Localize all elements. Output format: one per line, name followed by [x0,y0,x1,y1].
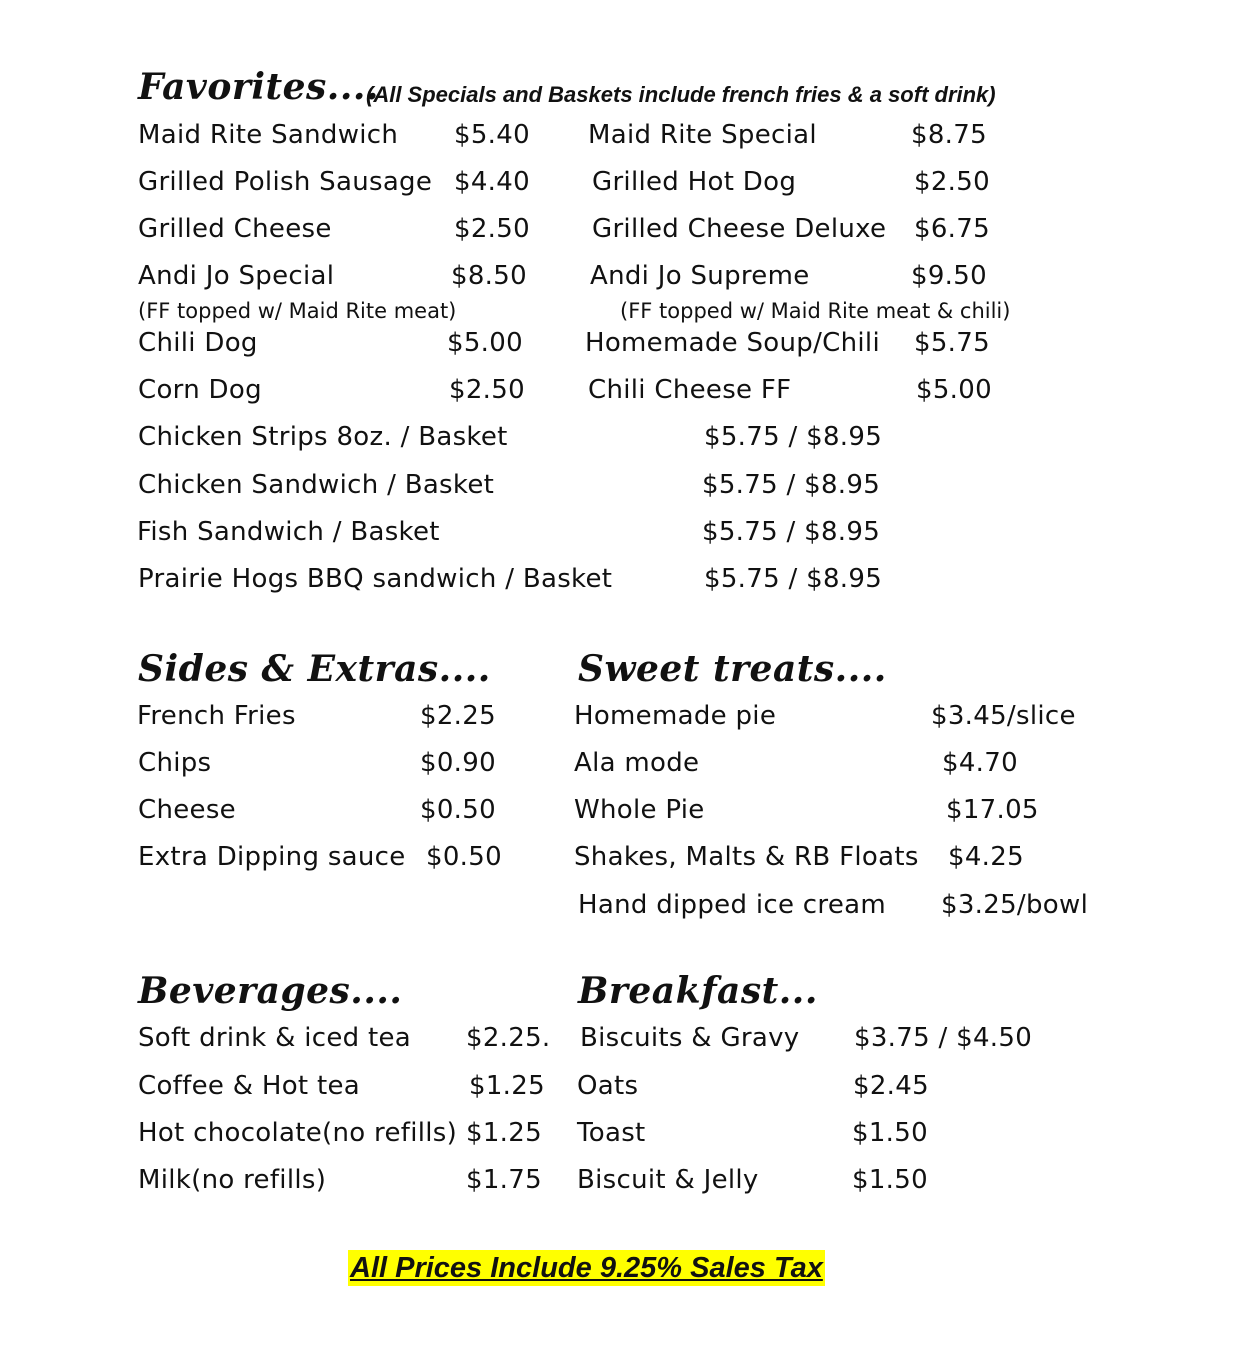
menu-item-note: (FF topped w/ Maid Rite meat) [138,299,457,323]
menu-item-name: Homemade pie [574,701,777,731]
menu-item-name: Prairie Hogs BBQ sandwich / Basket [138,564,613,594]
menu-item-price: $2.45 [853,1071,929,1101]
menu-item-price: $1.25 [469,1071,545,1101]
menu-item-name: Andi Jo Supreme [590,261,810,291]
menu-item-price: $1.75 [466,1165,542,1195]
menu-item-price: $2.50 [454,214,530,244]
favorites-note: (All Specials and Baskets include french fries & a soft drink) [366,82,996,107]
menu-item-name: Corn Dog [138,375,262,405]
sales-tax-note: All Prices Include 9.25% Sales Tax [350,1252,823,1284]
menu-item-name: Andi Jo Special [138,261,335,291]
menu-item-price: $3.75 / $4.50 [854,1023,1033,1053]
menu-item-price: $5.00 [916,375,992,405]
menu-item-name: French Fries [137,701,296,731]
menu-item-price: $5.75 / $8.95 [704,564,883,594]
menu-item-name: Toast [577,1118,646,1148]
sides-heading: Sides & Extras.... [138,648,491,690]
beverages-heading: Beverages.... [138,970,403,1012]
menu-item-price: $2.25 [420,701,496,731]
menu-item-name: Grilled Cheese [138,214,332,244]
menu-item-name: Oats [577,1071,639,1101]
menu-item-name: Shakes, Malts & RB Floats [574,842,919,872]
menu-item-name: Extra Dipping sauce [138,842,406,872]
favorites-heading: Favorites.... [138,66,379,108]
menu-item-name: Grilled Cheese Deluxe [592,214,887,244]
menu-item-name: Hot chocolate(no refills) [138,1118,458,1148]
breakfast-heading: Breakfast... [578,970,818,1012]
menu-item-price: $5.75 / $8.95 [704,422,883,452]
menu-item-price: $9.50 [911,261,987,291]
menu-item-price: $1.25 [466,1118,542,1148]
menu-item-name: Chips [138,748,212,778]
menu-item-name: Hand dipped ice cream [578,890,886,920]
menu-item-name: Soft drink & iced tea [138,1023,412,1053]
menu-item-name: Maid Rite Sandwich [138,120,399,150]
menu-item-name: Chicken Strips 8oz. / Basket [138,422,508,452]
menu-item-note: (FF topped w/ Maid Rite meat & chili) [620,299,1011,323]
menu-item-price: $17.05 [946,795,1039,825]
menu-item-price: $5.40 [454,120,530,150]
menu-item-name: Cheese [138,795,236,825]
menu-item-price: $8.75 [911,120,987,150]
menu-item-name: Coffee & Hot tea [138,1071,361,1101]
menu-item-price: $0.50 [420,795,496,825]
menu-item-name: Whole Pie [574,795,705,825]
menu-item-price: $6.75 [914,214,990,244]
menu-item-name: Chicken Sandwich / Basket [138,470,495,500]
sweets-heading: Sweet treats.... [578,648,887,690]
menu-item-price: $5.75 / $8.95 [702,517,881,547]
menu-item-name: Ala mode [574,748,700,778]
menu-item-price: $1.50 [852,1118,928,1148]
menu-item-price: $3.45/slice [931,701,1076,731]
menu-item-price: $4.40 [454,167,530,197]
menu-item-name: Homemade Soup/Chili [585,328,880,358]
menu-item-price: $5.75 / $8.95 [702,470,881,500]
menu-item-name: Biscuits & Gravy [580,1023,800,1053]
menu-item-price: $4.70 [942,748,1018,778]
menu-item-name: Biscuit & Jelly [577,1165,759,1195]
menu-item-name: Chili Dog [138,328,258,358]
menu-item-name: Grilled Hot Dog [592,167,797,197]
menu-item-price: $1.50 [852,1165,928,1195]
menu-item-name: Chili Cheese FF [588,375,792,405]
menu-item-price: $3.25/bowl [941,890,1089,920]
menu-item-price: $5.75 [914,328,990,358]
menu-item-name: Grilled Polish Sausage [138,167,433,197]
menu-item-price: $2.50 [914,167,990,197]
menu-item-price: $0.90 [420,748,496,778]
menu-item-name: Maid Rite Special [588,120,817,150]
menu-item-price: $2.50 [449,375,525,405]
menu-item-price: $5.00 [447,328,523,358]
menu-item-price: $0.50 [426,842,502,872]
menu-item-price: $2.25. [466,1023,551,1053]
menu-item-price: $4.25 [948,842,1024,872]
menu-item-price: $8.50 [451,261,527,291]
menu-item-name: Fish Sandwich / Basket [137,517,440,547]
menu-item-name: Milk(no refills) [138,1165,327,1195]
